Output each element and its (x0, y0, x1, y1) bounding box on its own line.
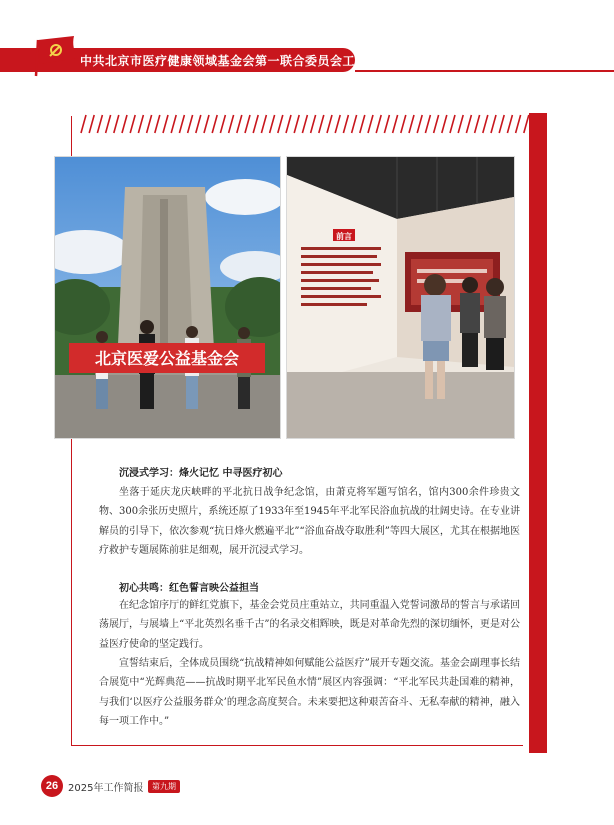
hatch-line (138, 115, 143, 133)
hatch-line (81, 115, 86, 133)
frame-bottom-rule (71, 745, 523, 746)
hatch-line (425, 115, 430, 133)
hatch-line (491, 115, 496, 133)
hatch-line (360, 115, 365, 133)
hatch-line (319, 115, 324, 133)
hatch-line (122, 115, 127, 133)
hatch-line (352, 115, 357, 133)
hatch-line (376, 115, 381, 133)
board-title: 前言 (336, 232, 352, 241)
hatch-line (311, 115, 316, 133)
hatch-line (450, 115, 455, 133)
hatch-line (245, 115, 250, 133)
hatch-line (368, 115, 373, 133)
hatch-line (155, 115, 160, 133)
hatch-line (89, 115, 94, 133)
hatch-line (204, 115, 209, 133)
hatch-line (434, 115, 439, 133)
hatch-line (343, 115, 348, 133)
hatch-line (270, 115, 275, 133)
paragraph: 在纪念馆序厅的鲜红党旗下，基金会党员庄重站立，共同重温入党誓词激昂的誓言与承诺回荡展厅，与展墙上“平北英烈名垂千古”的名录交相辉映，既是对革命先烈的深切缅怀，更是对公益医疗使命的坚定践行。 (99, 600, 520, 650)
paragraph: 宣誓结束后，全体成员围绕“抗战精神如何赋能公益医疗”展开专题交流。基金会副理事长结合展览中“光辉典范——抗战时期平北军民鱼水情”展区内容强调：“平北军民共赴国难的精神，与我们‘以医疗公益服务群众’的理念高度契合。未来要把这种艰苦奋斗、无私奉献的精神，融入每一项工作中。” (99, 658, 520, 728)
hatch-line (106, 115, 111, 133)
hatch-line (253, 115, 258, 133)
hatch-line (188, 115, 193, 133)
hatch-line (335, 115, 340, 133)
hatch-line (278, 115, 283, 133)
hatch-line (237, 115, 242, 133)
hatch-line (475, 115, 480, 133)
hatch-line (212, 115, 217, 133)
hatch-line (261, 115, 266, 133)
exhibition-hall-photo (286, 156, 515, 439)
hatch-line (458, 115, 463, 133)
hatch-line (171, 115, 176, 133)
header-rule (355, 70, 614, 72)
hatch-line (384, 115, 389, 133)
footer-title: 2025年工作简报 (68, 783, 144, 794)
hatch-line (286, 115, 291, 133)
issue-tag: 第九期 (148, 780, 180, 793)
header-title: 中共北京市医疗健康领域基金会第一联合委员会工作简报 (80, 54, 393, 68)
hatch-line (417, 115, 422, 133)
hatch-line (229, 115, 234, 133)
hatch-line (114, 115, 119, 133)
hatch-line (499, 115, 504, 133)
hatch-line (483, 115, 488, 133)
hatch-line (163, 115, 168, 133)
hatch-decoration (79, 113, 543, 135)
footer (41, 775, 241, 797)
banner-text: 北京医爱公益基金会 (94, 349, 240, 368)
header-band (0, 48, 614, 76)
hatch-line (393, 115, 398, 133)
hatch-line (196, 115, 201, 133)
hatch-line (409, 115, 414, 133)
side-red-bar (529, 113, 547, 753)
hatch-line (327, 115, 332, 133)
hatch-line (466, 115, 471, 133)
page-number: 26 (41, 775, 63, 797)
hatch-line (147, 115, 152, 133)
monument-group-photo (54, 156, 281, 439)
hatch-line (97, 115, 102, 133)
hatch-line (179, 115, 184, 133)
hatch-line (442, 115, 447, 133)
hatch-line (507, 115, 512, 133)
section-heading: 初心共鸣：红色誓言映公益担当 (119, 583, 259, 594)
hatch-line (294, 115, 299, 133)
section-heading: 沉浸式学习：烽火记忆 中寻医疗初心 (119, 468, 283, 479)
paragraph: 坐落于延庆龙庆峡畔的平北抗日战争纪念馆，由萧克将军题写馆名，馆内300余件珍贵文物、300余张历史照片，系统还原了1933年至1945年平北军民浴血抗战的壮阔史诗。在专业讲解员的引导下，依次参观“抗日烽火燃遍平北”“浴血奋战夺取胜利”等四大展区，尤其在根据地医疗救护专题展陈前驻足细观，展开沉浸式学习。 (99, 487, 520, 557)
hatch-line (220, 115, 225, 133)
hatch-line (130, 115, 135, 133)
party-flag-icon (34, 34, 82, 78)
hatch-line (401, 115, 406, 133)
hatch-line (516, 115, 521, 133)
hatch-line (302, 115, 307, 133)
